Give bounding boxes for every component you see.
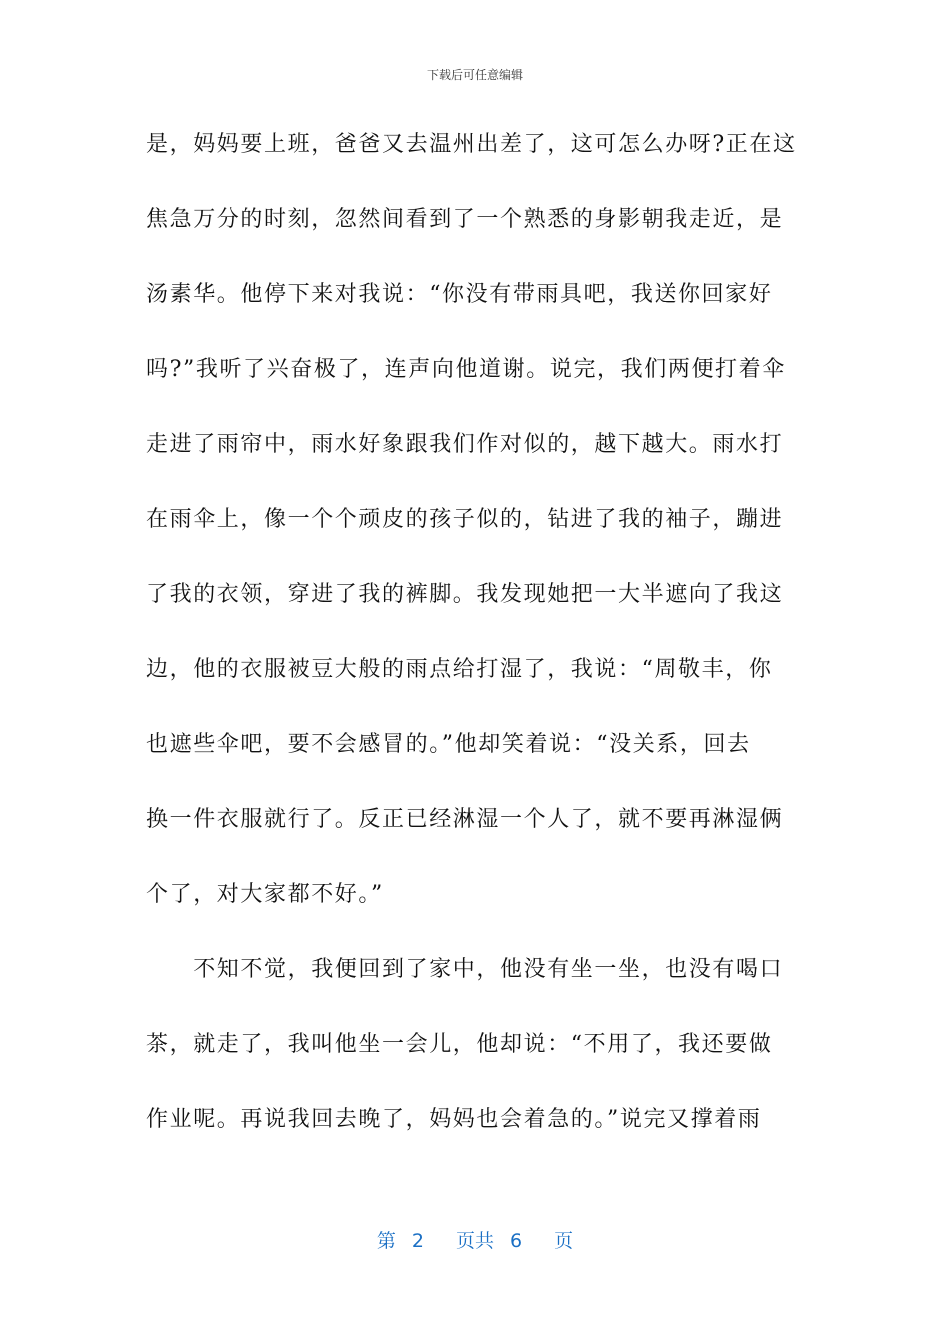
footer-total-pages: 6 xyxy=(510,1230,523,1252)
text-line: 焦急万分的时刻，忽然间看到了一个熟悉的身影朝我走近，是 xyxy=(146,207,784,232)
text-line: 作业呢。再说我回去晚了，妈妈也会着急的。”说完又撑着雨 xyxy=(146,1107,762,1132)
text-line: 走进了雨帘中，雨水好象跟我们作对似的，越下越大。雨水打 xyxy=(146,432,784,457)
footer-prefix: 第 xyxy=(376,1230,396,1252)
text-line: 也遮些伞吧，要不会感冒的。”他却笑着说：“没关系，回去 xyxy=(146,732,751,757)
text-line: 不知不觉，我便回到了家中，他没有坐一坐，也没有喝口 xyxy=(146,957,784,982)
header-note: 下载后可任意编辑 xyxy=(426,68,523,82)
page-footer xyxy=(0,1226,950,1253)
footer-middle: 页共 xyxy=(455,1230,494,1252)
footer-suffix: 页 xyxy=(554,1230,574,1252)
text-line: 汤素华。他停下来对我说：“你没有带雨具吧，我送你回家好 xyxy=(146,282,773,307)
text-line: 个了，对大家都不好。” xyxy=(146,882,384,907)
text-line: 在雨伞上，像一个个顽皮的孩子似的，钻进了我的袖子，蹦进 xyxy=(146,507,784,532)
text-line: 了我的衣领，穿进了我的裤脚。我发现她把一大半遮向了我这 xyxy=(146,582,784,607)
text-line: 换一件衣服就行了。反正已经淋湿一个人了，就不要再淋湿俩 xyxy=(146,807,784,832)
text-line: 是，妈妈要上班，爸爸又去温州出差了，这可怎么办呀?正在这 xyxy=(146,132,797,157)
text-line: 茶，就走了，我叫他坐一会儿，他却说：“不用了，我还要做 xyxy=(146,1032,773,1057)
body-text xyxy=(146,124,806,1174)
text-line: 边，他的衣服被豆大般的雨点给打湿了，我说：“周敬丰，你 xyxy=(146,657,773,682)
footer-page-number: 2 xyxy=(411,1230,424,1252)
text-line: 吗?”我听了兴奋极了，连声向他道谢。说完，我们两便打着伞 xyxy=(146,357,786,382)
